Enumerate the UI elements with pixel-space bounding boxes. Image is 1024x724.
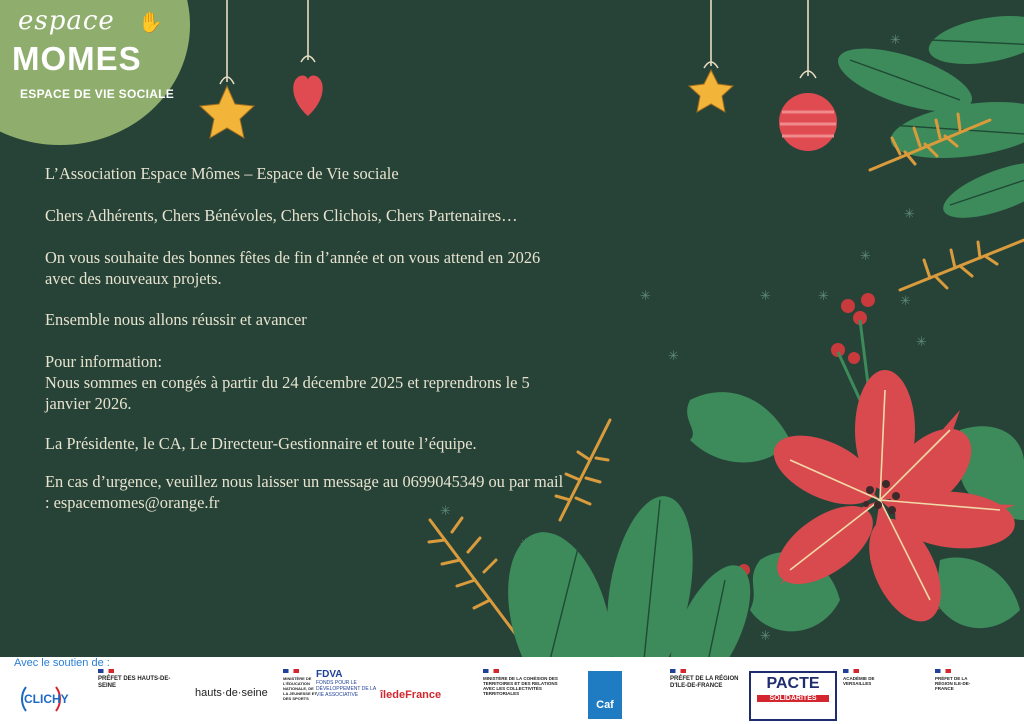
sponsor-ministere-cohesion — [483, 669, 569, 696]
heart-ornament-icon — [293, 75, 322, 116]
ball-ornament-icon — [779, 93, 837, 151]
svg-text:✳: ✳ — [440, 504, 451, 519]
caf-text: Caf — [596, 699, 614, 711]
sponsor-academie — [843, 669, 893, 686]
clichy-text: CLICHY — [24, 692, 69, 706]
sponsor-prefet-idf — [670, 669, 748, 690]
svg-text:✳: ✳ — [640, 289, 651, 304]
hand-icon: ✋ — [138, 12, 163, 34]
iledefrance-text: îledeFrance — [380, 689, 442, 701]
pine-branch-bottom-icon — [490, 489, 766, 657]
sponsor-iledefrance — [380, 689, 441, 701]
sponsor-caf — [588, 671, 622, 719]
sponsor-fdva — [316, 669, 376, 698]
sponsor-prefet-hds — [98, 669, 176, 690]
svg-text:✳: ✳ — [890, 33, 901, 48]
svg-text:✳: ✳ — [900, 294, 911, 309]
academie-text: ACADÉMIE DE VERSAILLES — [843, 676, 875, 686]
info-title: Pour information: — [45, 352, 162, 371]
logo-tagline: ESPACE DE VIE SOCIALE — [20, 87, 175, 101]
svg-text:✳: ✳ — [760, 289, 771, 304]
info-body: Nous sommes en congés à partir du 24 décembre 2025 et reprendrons le 5 janvier 2026. — [45, 373, 530, 413]
star-ornament-icon — [200, 70, 733, 138]
sponsor-footer — [0, 657, 1024, 724]
svg-text:✳: ✳ — [760, 629, 771, 644]
svg-text:✳: ✳ — [916, 335, 927, 350]
message-motto: Ensemble nous allons réussir et avancer — [45, 310, 307, 329]
pine-branch-icon — [831, 8, 1024, 229]
svg-text:✳: ✳ — [904, 207, 915, 222]
prefet-hds-text: PRÉFET DES HAUTS-DE-SEINE — [98, 676, 171, 689]
svg-text:✳: ✳ — [860, 249, 871, 264]
sponsor-clichy — [16, 681, 69, 722]
prefet-idf-text: PRÉFET DE LA RÉGION D'ILE-DE-FRANCE — [670, 676, 739, 689]
message-heading: L’Association Espace Mômes – Espace de Vie sociale — [45, 164, 399, 183]
fdva-text: FDVA — [316, 669, 343, 680]
sponsor-hauts-de-seine — [195, 687, 268, 699]
hauts-de-seine-text: hauts·de·seine — [195, 687, 268, 699]
message-signature: La Présidente, le CA, Le Directeur-Gestionnaire et toute l’équipe. — [45, 434, 477, 453]
sponsor-pacte-solidarites — [749, 671, 837, 721]
svg-text:✳: ✳ — [818, 289, 829, 304]
pacte-sub-text: SOLIDARITÉS — [757, 695, 829, 702]
message-wishes: On vous souhaite des bonnes fêtes de fin d’année et on vous attend en 2026 avec des nouveaux projets. — [45, 248, 541, 288]
message-urgency: En cas d’urgence, veuillez nous laisser un message au 0699045349 ou par mail : espacemomes@orange.fr — [45, 472, 564, 512]
ministere-cohesion-text: MINISTÈRE DE LA COHÉSION DES TERRITOIRES ET DES RELATIONS AVEC LES COLLECTIVITÉS TERRITORIALES — [483, 676, 558, 696]
support-label: Avec le soutien de : — [14, 657, 110, 669]
message-info — [45, 351, 565, 414]
message-greeting: Chers Adhérents, Chers Bénévoles, Chers Clichois, Chers Partenaires… — [45, 206, 518, 225]
logo-momes-text: MOMES — [12, 40, 142, 77]
ministere-education-text: MINISTÈRE DE L'ÉDUCATION NATIONALE, DE LA JEUNESSE ET DES SPORTS — [283, 676, 317, 701]
sponsor-ministere-education — [283, 669, 319, 701]
svg-text:✳: ✳ — [668, 349, 679, 364]
fdva-sub-text: FONDS POUR LE DÉVELOPPEMENT DE LA VIE ASSOCIATIVE — [316, 680, 376, 698]
sponsor-prefet-region — [935, 669, 985, 691]
prefet-region-text: PRÉFET DE LA RÉGION ILE-DE-FRANCE — [935, 676, 971, 691]
pacte-text: PACTE — [766, 675, 820, 692]
logo-espace-text: espace — [18, 6, 115, 36]
